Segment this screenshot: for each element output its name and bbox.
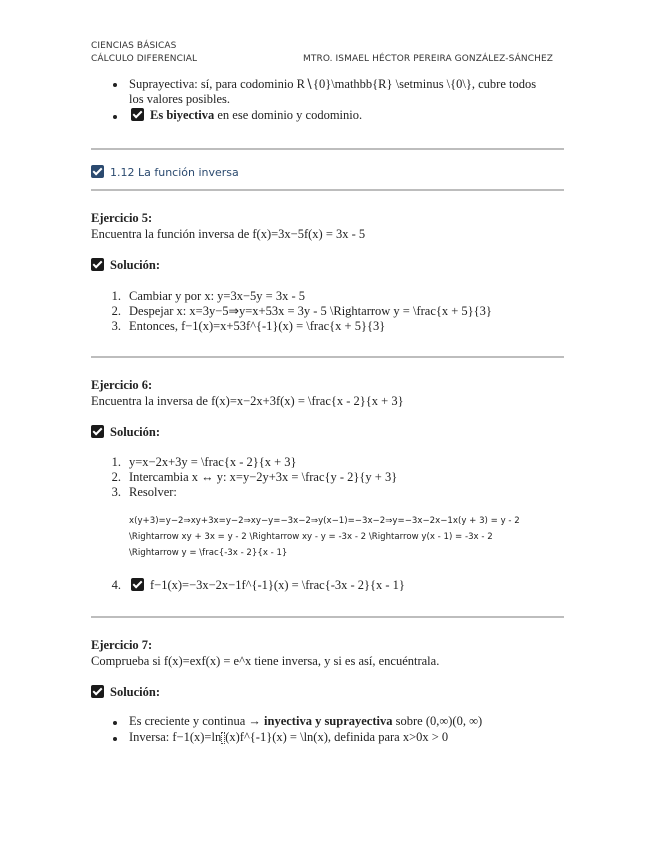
ex6-solution-label: Solución: xyxy=(110,425,161,439)
checkbox-icon xyxy=(91,165,104,178)
ex7-b2-text: Inversa: f−1(x)=ln xyxy=(129,730,222,744)
ex7-b1-text: Es creciente y continua → xyxy=(129,714,265,728)
ex6-step-4-text: f−1(x)=−3x−2x−1f^{-1}(x) = \frac{-3x - 2}{x - 1} xyxy=(150,578,405,592)
ex7-title: Ejercicio 7: xyxy=(91,638,153,652)
ex7-b1-rest: sobre (0,∞)(0, ∞) xyxy=(392,714,483,728)
header-author: MTRO. ISMAEL HÉCTOR PEREIRA GONZÁLEZ-SÁNCHEZ xyxy=(303,54,553,64)
checkmark-icon xyxy=(131,578,144,591)
ex5-step-1: Cambiar y por x: y=3x−5y = 3x - 5 xyxy=(129,289,305,303)
section-title xyxy=(91,165,239,179)
bullet-icon xyxy=(113,737,117,741)
checkmark-icon xyxy=(91,258,104,271)
ex6-step-4 xyxy=(131,578,405,593)
checkmark-icon xyxy=(91,685,104,698)
list-number: 1. xyxy=(111,289,121,303)
ex5-statement: Encuentra la función inversa de f(x)=3x−5f(x) = 3x - 5 xyxy=(91,227,366,241)
divider xyxy=(91,189,564,191)
list-number: 1. xyxy=(111,455,121,469)
ex6-step-3: Resolver: xyxy=(129,485,177,499)
header-dept: CIENCIAS BÁSICAS xyxy=(91,41,177,51)
ex7-bullet-2 xyxy=(129,730,448,745)
ex5-solution-label: Solución: xyxy=(110,258,161,272)
biyectiva-bold: Es biyectiva xyxy=(150,108,215,122)
ex7-solution-label: Solución: xyxy=(110,685,161,699)
list-number: 4. xyxy=(111,578,121,592)
supra-line1: Suprayectiva: sí, para codominio R∖{0}\mathbb{R} \setminus \{0\}, cubre todos xyxy=(129,77,537,91)
list-number: 2. xyxy=(111,470,121,484)
ex6-title: Ejercicio 6: xyxy=(91,378,153,392)
checkmark-icon xyxy=(131,108,144,121)
divider xyxy=(91,148,564,150)
ex7-bullet-1 xyxy=(129,714,482,729)
ex5-step-3: Entonces, f−1(x)=x+53f^{-1}(x) = \frac{x + 5}{3} xyxy=(129,319,386,333)
divider xyxy=(91,616,564,618)
ex7-statement: Comprueba si f(x)=exf(x) = e^x tiene inversa, y si es así, encuéntrala. xyxy=(91,654,440,668)
bullet-icon xyxy=(113,83,117,87)
ex7-b2-rest: (x)f^{-1}(x) = \ln(x), definida para x>0x > 0 xyxy=(225,730,449,744)
divider xyxy=(91,356,564,358)
ex6-step-2: Intercambia x ↔ y: x=y−2y+3x = \frac{y - 2}{y + 3} xyxy=(129,470,398,484)
list-number: 3. xyxy=(111,485,121,499)
ex6-resolve-line-3: \Rightarrow y = \frac{-3x - 2}{x - 1} xyxy=(129,548,288,558)
ex5-solution-heading xyxy=(91,258,160,273)
biyectiva-line xyxy=(131,108,362,123)
checkmark-icon xyxy=(91,425,104,438)
ex6-resolve-line-2: \Rightarrow xy + 3x = y - 2 \Rightarrow xy - y = -3x - 2 \Rightarrow y(x - 1) = -3x - 2 xyxy=(129,532,493,542)
section-title-text: 1.12 La función inversa xyxy=(110,166,239,179)
supra-line2: los valores posibles. xyxy=(129,92,231,106)
ex5-title: Ejercicio 5: xyxy=(91,211,153,225)
bullet-icon xyxy=(113,721,117,725)
header-course: CÁLCULO DIFERENCIAL xyxy=(91,54,198,64)
ex6-statement: Encuentra la inversa de f(x)=x−2x+3f(x) = \frac{x - 2}{x + 3} xyxy=(91,394,404,408)
ex6-solution-heading xyxy=(91,425,160,440)
ex7-b1-bold: inyectiva y suprayectiva xyxy=(264,714,393,728)
ex7-solution-heading xyxy=(91,685,160,700)
list-number: 3. xyxy=(111,319,121,333)
ex5-step-2: Despejar x: x=3y−5⇒y=x+53x = 3y - 5 \Rightarrow y = \frac{x + 5}{3} xyxy=(129,304,492,318)
ex6-resolve-line-1: x(y+3)=y−2⇒xy+3x=y−2⇒xy−y=−3x−2⇒y(x−1)=−3x−2⇒y=−3x−2x−1x(y + 3) = y - 2 xyxy=(129,516,520,526)
list-number: 2. xyxy=(111,304,121,318)
bullet-icon xyxy=(113,115,117,119)
ex6-step-1: y=x−2x+3y = \frac{x - 2}{x + 3} xyxy=(129,455,297,469)
biyectiva-rest: en ese dominio y codominio. xyxy=(214,108,363,122)
